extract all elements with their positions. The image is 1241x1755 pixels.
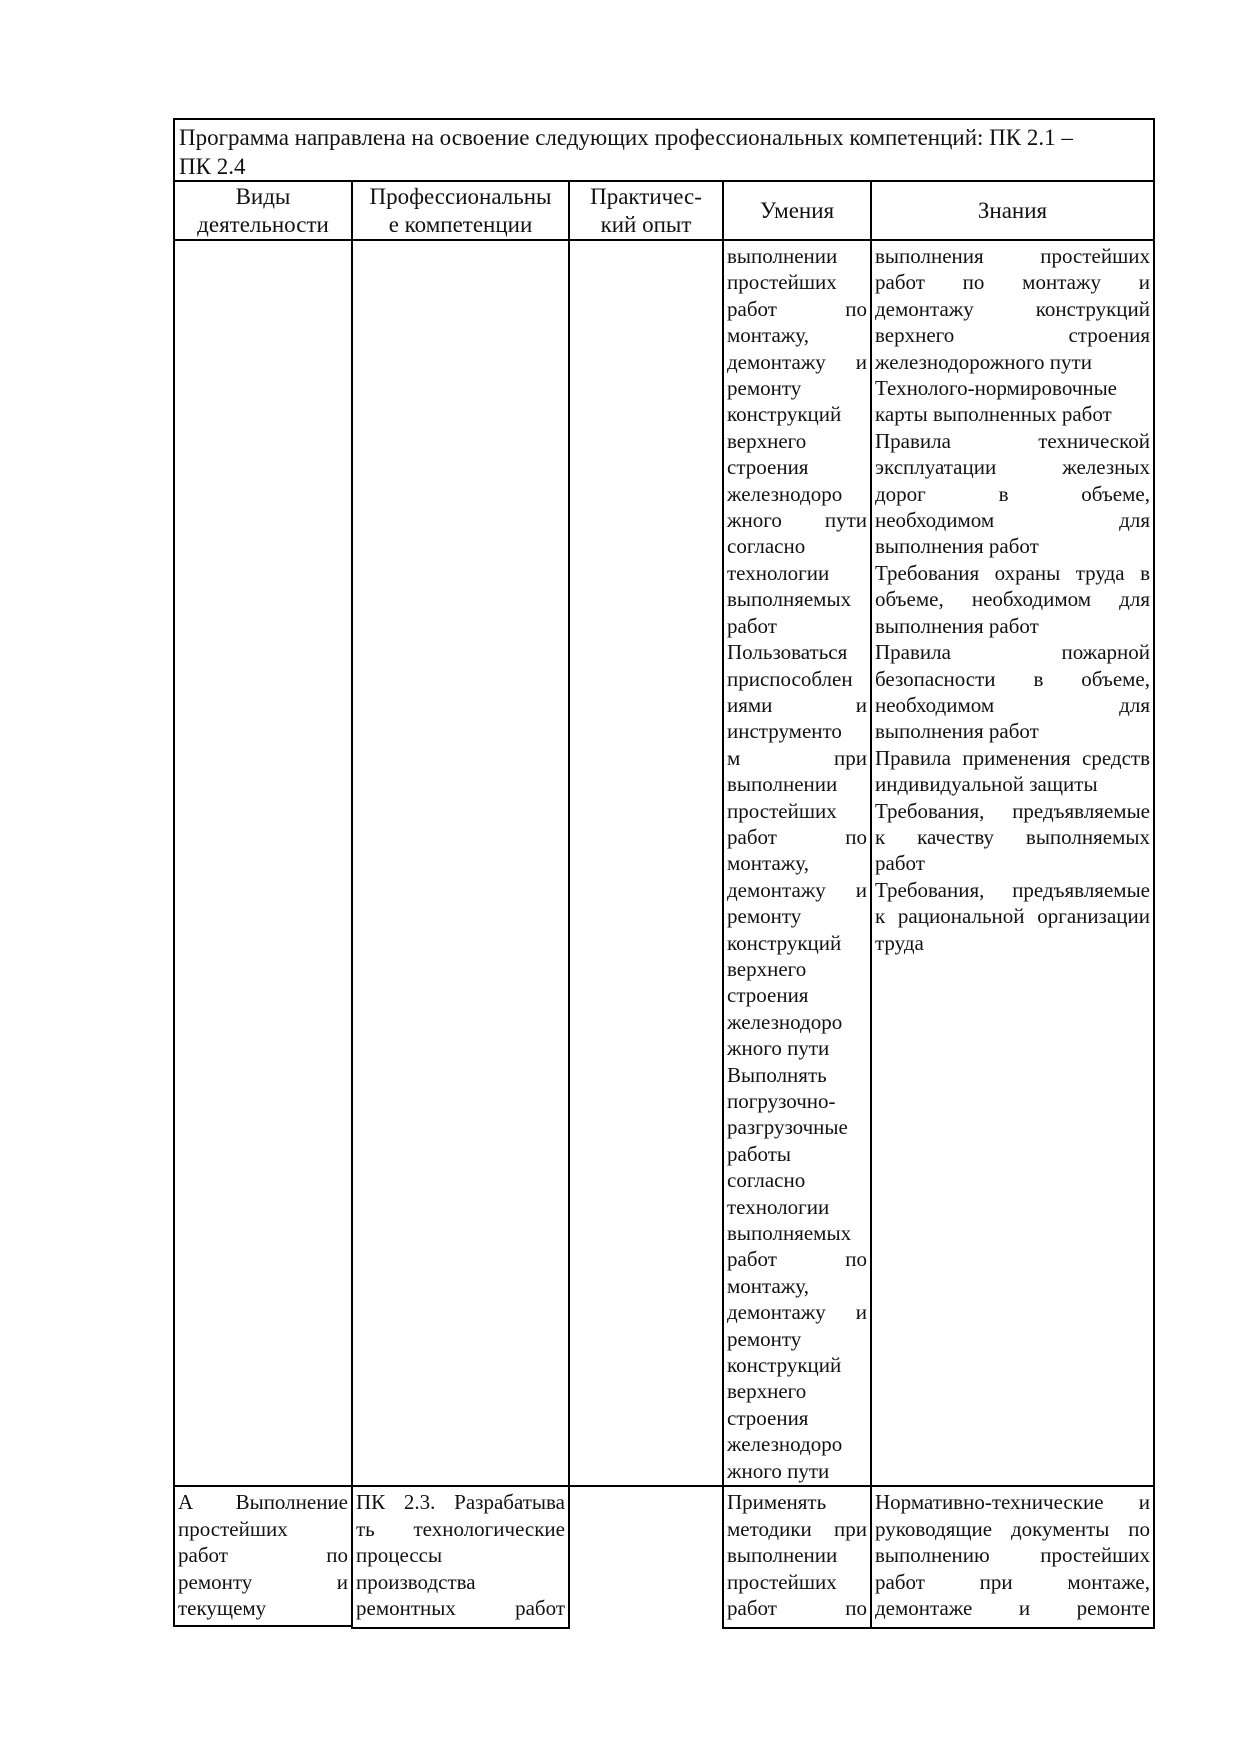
- row2-skills: [722, 1485, 872, 1629]
- cell-text-line: индивидуальной защиты: [875, 772, 1098, 797]
- cell-text-line: Правила применения средств: [875, 745, 1150, 770]
- cell-text-line: выполнения работ: [875, 719, 1039, 744]
- title-line: Программа направлена на освоение следующих профессиональных компетенций: ПК 2.1 –: [179, 125, 1073, 150]
- cell-text-line: инструменто: [727, 719, 842, 744]
- cell-text-line: необходимом для: [875, 508, 1150, 533]
- cell-text-line: руководящие документы по: [875, 1516, 1150, 1541]
- cell-text-line: процессы: [356, 1543, 443, 1567]
- cell-text-line: демонтаже и ремонте: [875, 1596, 1150, 1620]
- cell-text-line: выполнении: [727, 244, 838, 268]
- cell-text-line: безопасности в объеме,: [875, 666, 1150, 691]
- cell-text-line: разгрузочные: [727, 1115, 848, 1140]
- row1-practice: [568, 239, 724, 1487]
- cell-text-line: работ по: [727, 296, 867, 321]
- cell-text-line: ремонту: [727, 376, 802, 401]
- cell-text-line: монтажу,: [727, 1273, 809, 1298]
- row2-activity: [173, 1485, 353, 1627]
- cell-text-line: работ по: [727, 1596, 867, 1620]
- cell-text-line: работ по монтажу и: [875, 270, 1150, 295]
- cell-text-line: простейших: [727, 1569, 837, 1594]
- cell-text-line: работ по: [727, 1247, 867, 1272]
- cell-text-line: производства: [356, 1569, 476, 1594]
- cell-text-line: Выполнять: [727, 1062, 827, 1087]
- row2-competence: [351, 1485, 570, 1629]
- cell-text-line: Требования, предъявляемые: [875, 877, 1150, 902]
- cell-text-line: выполнения работ: [875, 613, 1039, 638]
- header-knowledge: [870, 180, 1155, 241]
- cell-text-line: Требования, предъявляемые: [875, 798, 1150, 823]
- cell-text-line: Применять: [727, 1490, 827, 1514]
- header-text: Профессиональны: [369, 183, 552, 209]
- cell-text-line: Требования охраны труда в: [875, 560, 1150, 585]
- header-text: Умения: [759, 197, 835, 223]
- cell-text-line: дорог в объеме,: [875, 481, 1150, 506]
- cell-text-line: работ по: [727, 824, 867, 849]
- header-text: деятельности: [197, 211, 329, 237]
- cell-text-line: Пользоваться: [727, 640, 848, 665]
- cell-text-line: монтажу,: [727, 323, 809, 348]
- cell-text-line: Нормативно-технические и: [875, 1490, 1150, 1514]
- header-competencies: [351, 180, 570, 241]
- cell-text-line: простейших: [727, 270, 837, 295]
- cell-text-line: выполнении: [727, 1543, 838, 1567]
- cell-text-line: Правила пожарной: [875, 640, 1150, 665]
- cell-text-line: демонтажу и: [727, 349, 867, 374]
- cell-text-line: ремонту: [727, 904, 802, 929]
- cell-text-line: верхнего: [727, 428, 807, 453]
- cell-text-line: выполнению простейших: [875, 1543, 1150, 1567]
- table-title: [173, 118, 1155, 182]
- cell-text-line: работ: [727, 613, 777, 638]
- cell-text-line: жного пути: [727, 508, 867, 533]
- row2-knowledge: [870, 1485, 1155, 1629]
- cell-text-line: железнодоро: [727, 481, 843, 506]
- cell-text-line: демонтажу и: [727, 877, 867, 902]
- cell-text-line: работ: [875, 851, 925, 876]
- cell-text-line: демонтажу и: [727, 1300, 867, 1325]
- cell-text-line: эксплуатации железных: [875, 455, 1150, 480]
- cell-text-line: согласно: [727, 534, 806, 559]
- cell-text-line: ремонту: [727, 1326, 802, 1351]
- cell-text-line: карты выполненных работ: [875, 402, 1112, 427]
- header-text: Виды: [235, 183, 291, 209]
- header-text: кий опыт: [600, 211, 692, 237]
- cell-text-line: приспособлен: [727, 666, 853, 691]
- header-text: Практичес-: [590, 183, 702, 209]
- cell-text-line: иями и: [727, 692, 867, 717]
- cell-text-line: методики при: [727, 1516, 867, 1541]
- cell-text-line: жного пути: [727, 1458, 830, 1483]
- cell-text-line: работы: [727, 1141, 792, 1166]
- cell-text-line: согласно: [727, 1168, 806, 1193]
- cell-text-line: А Выполнение: [178, 1490, 348, 1514]
- cell-text-line: к качеству выполняемых: [875, 824, 1150, 849]
- cell-text-line: работ по: [178, 1543, 348, 1567]
- cell-text-line: работ при монтаже,: [875, 1569, 1150, 1594]
- cell-text-line: простейших: [178, 1516, 288, 1541]
- cell-text-line: верхнего строения: [875, 323, 1150, 348]
- row1-knowledge: [870, 239, 1155, 1487]
- header-text: е компетенции: [388, 211, 533, 237]
- cell-text-line: строения: [727, 455, 809, 480]
- cell-text-line: выполнении: [727, 772, 838, 797]
- header-practice: [568, 180, 724, 241]
- cell-text-line: технологии: [727, 560, 830, 585]
- row1-skills: [722, 239, 872, 1487]
- header-activity: [173, 180, 353, 241]
- header-skills: [722, 180, 872, 241]
- cell-text-line: текущему: [178, 1596, 267, 1620]
- cell-text-line: демонтажу конструкций: [875, 296, 1150, 321]
- cell-text-line: ремонту и: [178, 1569, 348, 1594]
- cell-text-line: ПК 2.3. Разрабатыва: [356, 1490, 565, 1514]
- row1-activity: [173, 239, 353, 1487]
- cell-text-line: объеме, необходимом для: [875, 587, 1150, 612]
- cell-text-line: ть технологические: [356, 1516, 565, 1541]
- cell-text-line: ремонтных работ: [356, 1596, 565, 1620]
- cell-text-line: строения: [727, 1405, 809, 1430]
- cell-text-line: труда: [875, 930, 924, 955]
- cell-text-line: верхнего: [727, 1379, 807, 1404]
- cell-text-line: технологии: [727, 1194, 830, 1219]
- cell-text-line: выполнения работ: [875, 534, 1039, 559]
- cell-text-line: простейших: [727, 798, 837, 823]
- title-line: ПК 2.4: [179, 154, 246, 179]
- cell-text-line: железнодорожного пути: [875, 349, 1092, 374]
- cell-text-line: выполняемых: [727, 1221, 852, 1246]
- cell-text-line: железнодоро: [727, 1432, 843, 1457]
- cell-text-line: строения: [727, 983, 809, 1008]
- cell-text-line: верхнего: [727, 956, 807, 981]
- cell-text-line: м при: [727, 745, 867, 770]
- header-text: Знания: [977, 197, 1048, 223]
- cell-text-line: железнодоро: [727, 1009, 843, 1034]
- cell-text-line: погрузочно-: [727, 1089, 836, 1113]
- cell-text-line: монтажу,: [727, 851, 809, 876]
- cell-text-line: конструкций: [727, 402, 842, 427]
- cell-text-line: Правила технической: [875, 428, 1150, 453]
- row1-competence: [351, 239, 570, 1487]
- cell-text-line: конструкций: [727, 930, 842, 955]
- cell-text-line: жного пути: [727, 1036, 830, 1061]
- cell-text-line: Технолого-нормировочные: [875, 376, 1118, 401]
- cell-text-line: выполнения простейших: [875, 244, 1150, 268]
- cell-text-line: необходимом для: [875, 692, 1150, 717]
- cell-text-line: выполняемых: [727, 587, 852, 612]
- cell-text-line: конструкций: [727, 1353, 842, 1378]
- cell-text-line: к рациональной организации: [875, 904, 1150, 929]
